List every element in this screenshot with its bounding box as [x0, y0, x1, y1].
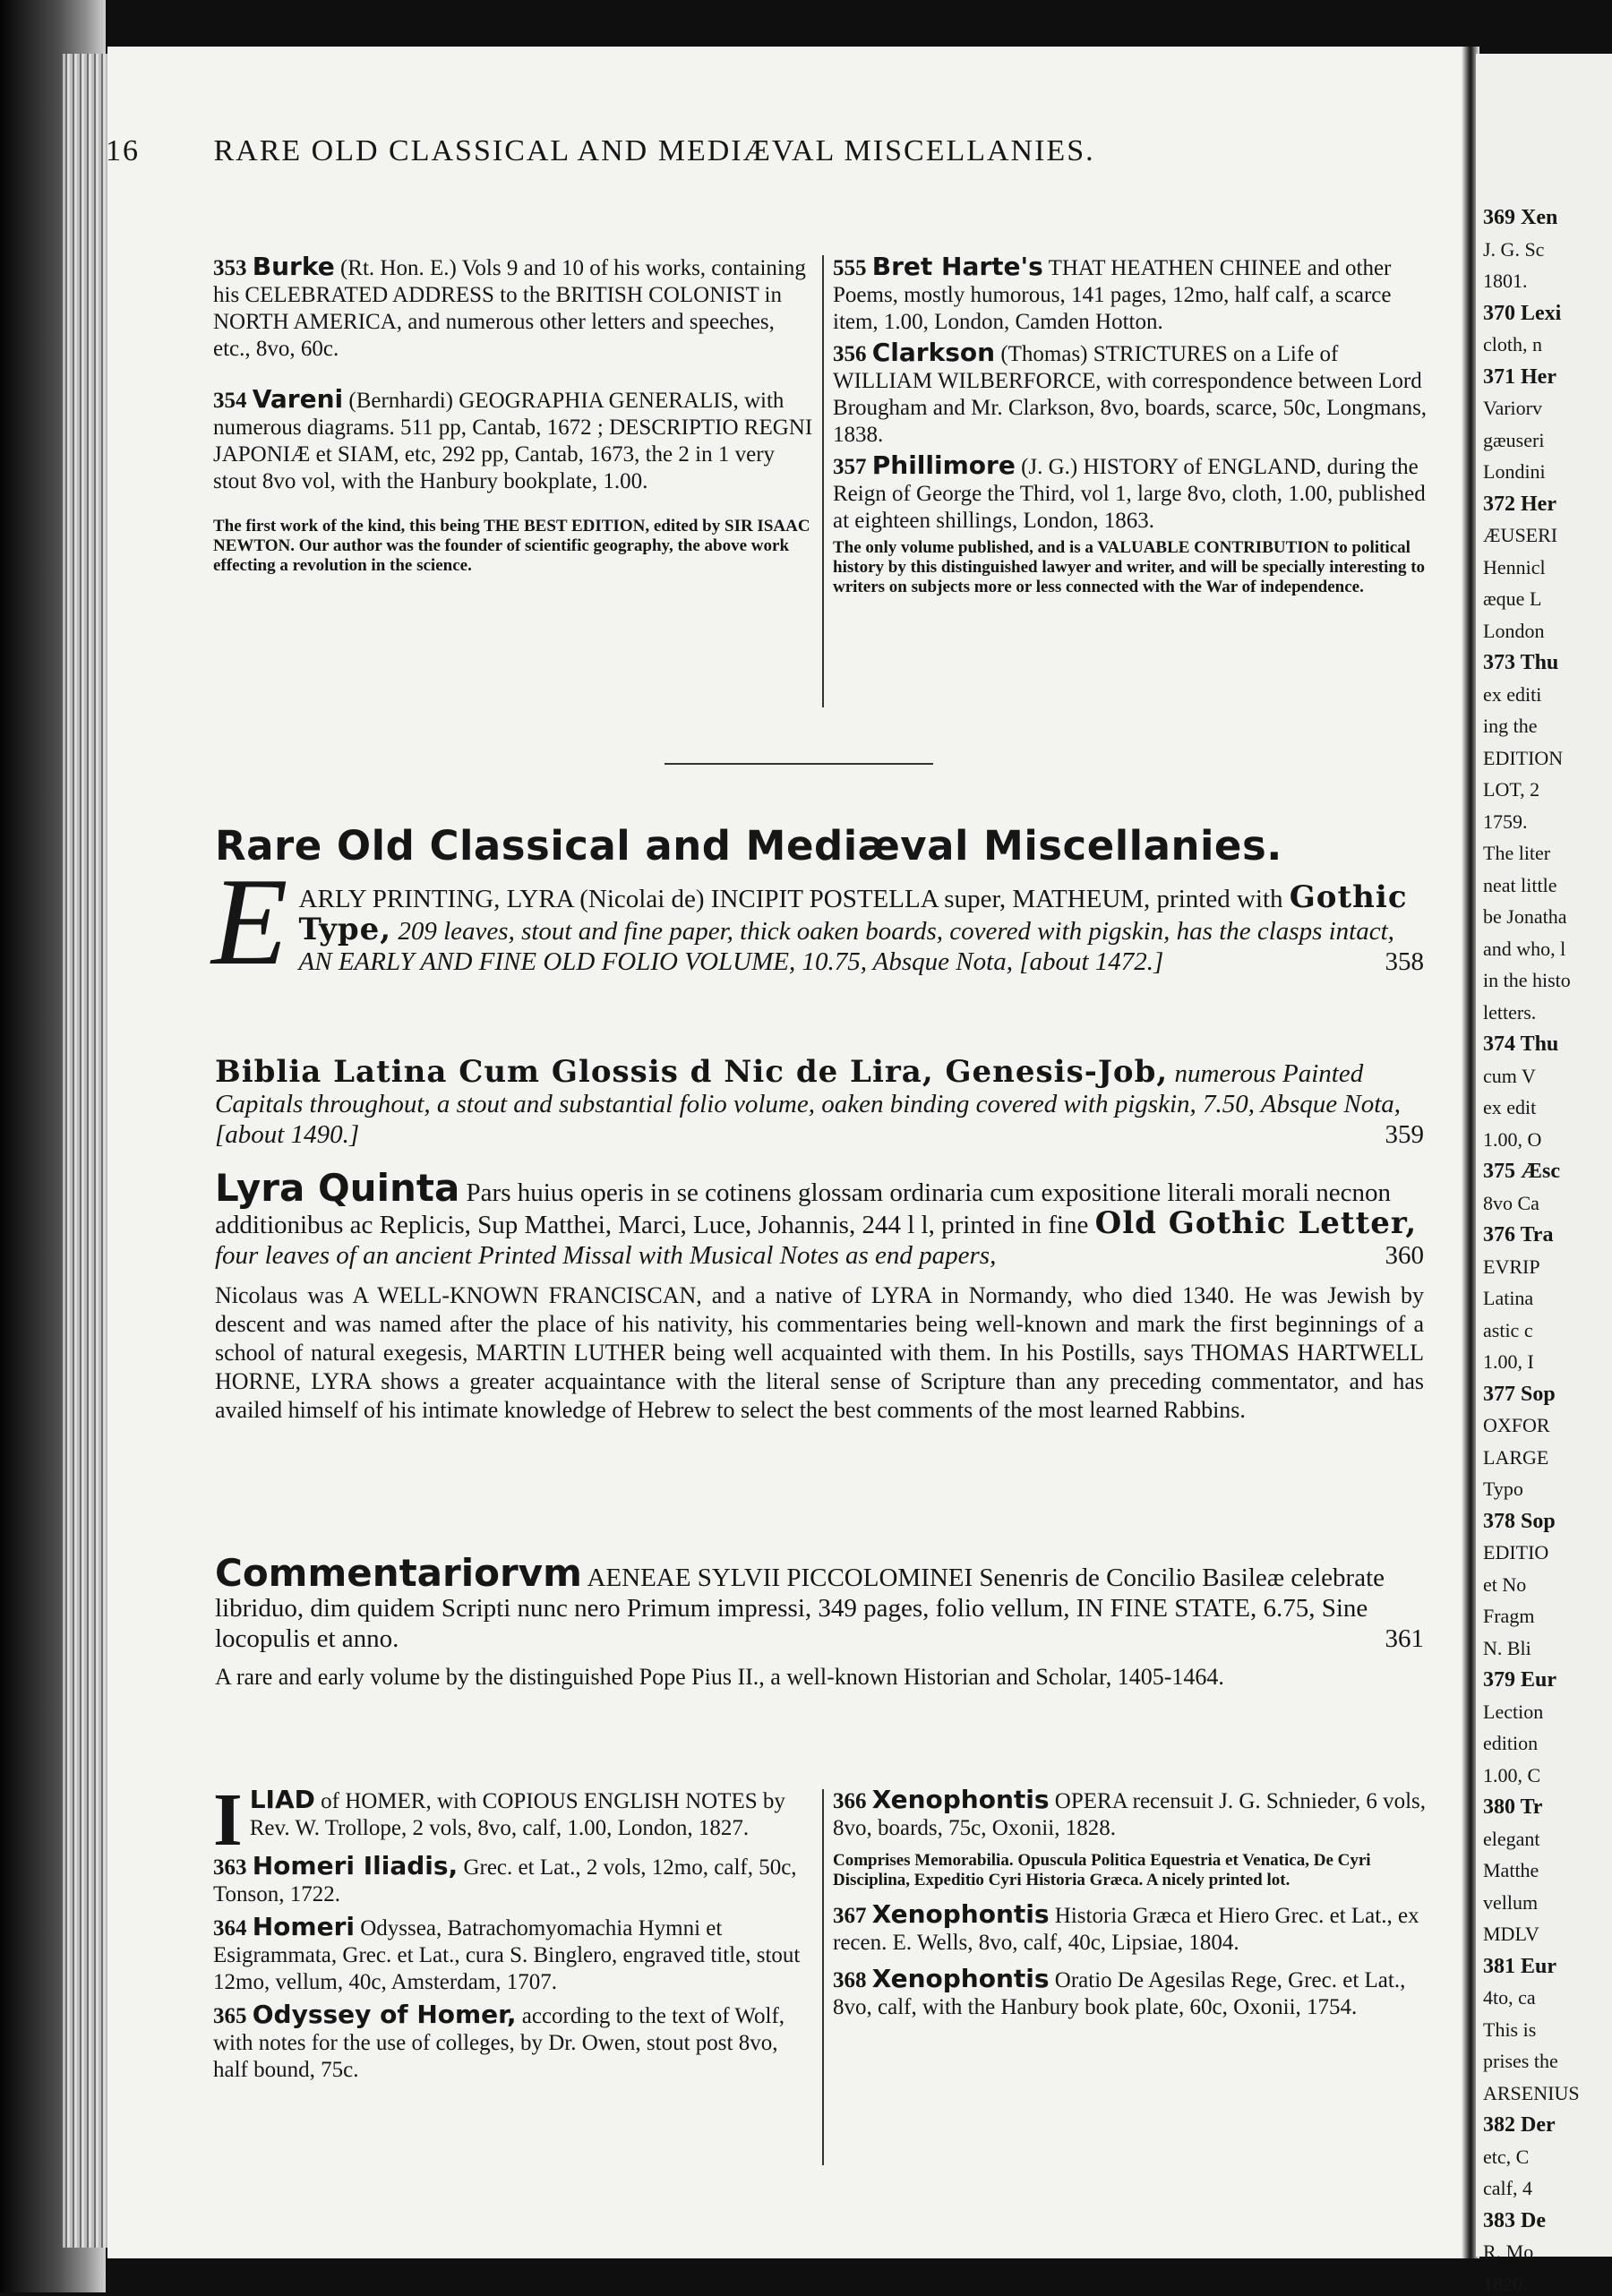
right-page-line: calf, 4	[1483, 2177, 1532, 2199]
right-page-line: This is	[1483, 2018, 1537, 2041]
right-page-line: 374 Thu	[1483, 1032, 1559, 1056]
item-ref-361: 361	[1385, 1624, 1424, 1653]
right-page-line: N. Bli	[1483, 1636, 1531, 1659]
right-page-line: MDLV	[1483, 1923, 1539, 1945]
item-ref-359: 359	[1385, 1120, 1424, 1149]
right-page-line: 1.00, C	[1483, 1763, 1541, 1786]
entry-357: 357 Phillimore (J. G.) HISTORY of ENGLAND, during the Reign of George the Third, vol 1, large 8vo, cloth, 1.00, published at eighteen shillings, London, 1863.	[833, 450, 1426, 533]
right-page-line: OXFOR	[1483, 1414, 1550, 1436]
entry-354: 354 Vareni (Bernhardi) GEOGRAPHIA GENERALIS, with numerous diagrams. 511 pp, Cantab, 1672 ; DESCRIPTIO REGNI JAPONIÆ et SIAM, etc, 292 pp, Cantab, 1673, the 2 in 1 very stout 8vo vol, with the Hanbury bookplate, 1.00.	[213, 384, 813, 493]
right-page-line: edition	[1483, 1732, 1539, 1754]
note-360: Nicolaus was A WELL-KNOWN FRANCISCAN, and a native of LYRA in Normandy, who died 1340. He was Jewish by descent and was named after the place of his nativity, his commentaries being well-known and mark the first beginnings of a school of natural exegesis, MARTIN LUTHER being well acquainted with them. In his Postills, says THOMAS HARTWELL HORNE, LYRA shows a greater acquaintance with the literal sense of Scripture than any preceding commentator, and has availed himself of his intimate knowledge of Hebrew to select the best comments of the most learned Rabbins.	[215, 1282, 1424, 1423]
right-page-line: R. Mo	[1483, 2240, 1534, 2263]
right-page-line: 1.00, I	[1483, 1350, 1534, 1373]
page-number: 16	[106, 134, 140, 167]
note-361: A rare and early volume by the distinguished Pope Pius II., a well-known Historian and Scholar, 1405-1464.	[215, 1664, 1224, 1690]
right-page-line: J. G. Sc	[1483, 237, 1545, 261]
right-page-line: Fragm	[1483, 1605, 1535, 1627]
right-page-line: EDITIO	[1483, 1541, 1549, 1564]
entry-364: 364 Homeri Odyssea, Batrachomyomachia Hymni et Esigrammata, Grec. et Lat., cura S. Binglero, engraved title, stout 12mo, vellum, 40c, Amsterdam, 1707.	[213, 1912, 801, 1994]
right-page-line: Latina	[1483, 1287, 1534, 1309]
right-page-fragment	[1476, 54, 1612, 2295]
item-360: Lyra Quinta Pars huius operis in se cotinens glossam ordinaria cum expositione literali morali necnon additionibus ac Replicis, Sup Matthei, Marci, Luce, Johannis, 244 l l, printed in fine Old Gothic Letter, four leaves of an ancient Printed Missal with Musical Notes as end papers, 360 Nicolaus was A WELL-KNOWN FRANCISCAN, and a native of LYRA in Normandy, who died 1340. He was Jewish by descent and was named after the place of his nativity, his commentaries being well-known and mark the first beginnings of a school of natural exegesis, MARTIN LUTHER being well acquainted with them. In his Postills, says THOMAS HARTWELL HORNE, LYRA shows a greater acquaintance with the literal sense of Scripture than any preceding commentator, and has availed himself of his intimate knowledge of Hebrew to select the best comments of the most learned Rabbins.	[215, 1166, 1424, 1423]
right-page-line: elegant	[1483, 1827, 1540, 1850]
right-page-line: Typo	[1483, 1478, 1523, 1500]
note-366: Comprises Memorabilia. Opuscula Politica Equestria et Venatica, De Cyri Disciplina, Expeditio Cyri Historia Græca. A nicely printed lot.	[833, 1851, 1371, 1889]
right-page-line: 1.00, O	[1483, 1127, 1542, 1151]
section-title: Rare Old Classical and Mediæval Miscellanies.	[215, 822, 1282, 870]
right-page-line: 381 Eur	[1483, 1954, 1557, 1978]
note-354: The first work of the kind, this being THE BEST EDITION, edited by SIR ISAAC NEWTON. Our author was the founder of scientific geography, the above work effecting a revolution in the science.	[213, 517, 810, 575]
right-page-line: ARSENIUS	[1483, 2081, 1580, 2104]
bottom-right-column	[833, 1786, 1428, 2021]
right-page-line: 1801.	[1483, 270, 1528, 292]
page-header	[106, 134, 1359, 168]
entry-356: 356 Clarkson (Thomas) STRICTURES on a Life of WILLIAM WILBERFORCE, with correspondence between Lord Brougham and Mr. Clarkson, 8vo, boards, scarce, 50c, Longmans, 1838.	[833, 338, 1428, 447]
right-page-line: 382 Der	[1483, 2113, 1556, 2137]
right-page-line: 370 Lexi	[1483, 301, 1562, 325]
item-358: E ARLY PRINTING, LYRA (Nicolai de) INCIPIT POSTELLA super, MATHEUM, printed with Gothic Type, 209 leaves, stout and fine paper, thick oaken boards, covered with pigskin, has the clasps intact, AN EARLY AND FINE OLD FOLIO VOLUME, 10.75, Absque Nota, [about 1472.] 358	[211, 852, 1424, 991]
right-page-line: and who, l	[1483, 937, 1566, 960]
right-page-line: The liter	[1483, 842, 1551, 864]
right-page-line: cum V	[1483, 1064, 1536, 1087]
right-page-line: ex edit	[1483, 1096, 1537, 1118]
right-page-line: æque L	[1483, 587, 1542, 610]
right-page-line: astic c	[1483, 1318, 1533, 1341]
right-page-line: 1820.	[1483, 2272, 1528, 2295]
item-ref-360: 360	[1385, 1241, 1424, 1270]
entry-363: 363 Homeri Iliadis, Grec. et Lat., 2 vols, 12mo, calf, 50c, Tonson, 1722.	[213, 1851, 797, 1906]
right-page-line: etc, C	[1483, 2145, 1530, 2168]
right-page-line: 379 Eur	[1483, 1668, 1557, 1692]
right-page-line: 375 Æsc	[1483, 1160, 1560, 1183]
column-divider	[822, 255, 824, 707]
right-page-line: 378 Sop	[1483, 1509, 1556, 1533]
right-page-line: ÆUSERI	[1483, 524, 1558, 546]
top-right-column	[833, 253, 1428, 597]
entry-355: 555 Bret Harte's THAT HEATHEN CHINEE and other Poems, mostly humorous, 141 pages, 12mo, half calf, a scarce item, 1.00, London, Camden Hotton.	[833, 252, 1392, 334]
right-page-line: 380 Tr	[1483, 1795, 1543, 1819]
running-title: RARE OLD CLASSICAL AND MEDIÆVAL MISCELLANIES.	[213, 134, 1095, 167]
right-page-line: 372 Her	[1483, 492, 1556, 516]
right-page-line: gæuseri	[1483, 428, 1545, 451]
right-page-line: 1759.	[1483, 810, 1528, 833]
right-page-line: 376 Tra	[1483, 1223, 1554, 1247]
item-361: Commentariorvm AENEAE SYLVII PICCOLOMINEI Senenris de Concilio Basileæ celebrate libriduo, dim quidem Scripti nunc nero Primum impressi, 349 pages, folio vellum, IN FINE STATE, 6.75, Sine locopulis et anno. 361 A rare and early volume by the distinguished Pope Pius II., a well-known Historian and Scholar, 1405-1464.	[215, 1551, 1424, 1690]
section-rule	[665, 763, 933, 765]
right-page-line: Lection	[1483, 1700, 1544, 1723]
entry-362: I LIAD of HOMER, with COPIOUS ENGLISH NOTES by Rev. W. Trollope, 2 vols, 8vo, calf, 1.00, London, 1827.	[213, 1778, 785, 1862]
right-page-line: be Jonatha	[1483, 905, 1567, 928]
drop-cap: E	[211, 852, 288, 991]
item-ref-358: 358	[1385, 947, 1424, 976]
right-page-line: London	[1483, 619, 1545, 642]
right-page-line: vellum	[1483, 1890, 1539, 1914]
entry-353: 353 Burke (Rt. Hon. E.) Vols 9 and 10 of his works, containing his CELEBRATED ADDRESS to the BRITISH COLONIST in NORTH AMERICA, and numerous other letters and speeches, etc., 8vo, 60c.	[213, 252, 806, 361]
right-page-line: Matthe	[1483, 1859, 1539, 1881]
right-page-line: neat little	[1483, 873, 1557, 896]
right-page-line: 373 Thu	[1483, 651, 1559, 674]
right-page-line: Variorv	[1483, 397, 1542, 419]
note-357: The only volume published, and is a VALUABLE CONTRIBUTION to political history by this distinguished lawyer and writer, and will be specially interesting to writers on subjects more or less connected with the War of independence.	[833, 538, 1426, 596]
right-page-line: in the histo	[1483, 969, 1571, 991]
right-page-line: Londini	[1483, 460, 1546, 483]
right-page-line: 383 De	[1483, 2208, 1546, 2232]
right-page-line: EDITION	[1483, 746, 1564, 769]
right-page-line: LARGE	[1483, 1445, 1549, 1469]
column-divider-2	[822, 1789, 824, 2165]
item-359: Biblia Latina Cum Glossis d Nic de Lira, Genesis-Job, numerous Painted Capitals throughout, a stout and substantial folio volume, oaken binding covered with pigskin, 7.50, Absque Nota, [about 1490.] 359	[215, 1054, 1424, 1149]
entry-366: 366 Xenophontis OPERA recensuit J. G. Schnieder, 6 vols, 8vo, boards, 75c, Oxonii, 1828.	[833, 1785, 1427, 1840]
right-page-line: et No	[1483, 1572, 1527, 1596]
right-page-line: letters.	[1483, 1000, 1537, 1024]
entry-368: 368 Xenophontis Oratio De Agesilas Rege, Grec. et Lat., 8vo, calf, with the Hanbury book plate, 60c, Oxonii, 1754.	[833, 1964, 1406, 2019]
right-page-line: 371 Her	[1483, 364, 1556, 389]
top-left-column	[213, 253, 813, 576]
right-page-line: 369 Xen	[1483, 206, 1558, 229]
right-page-line: 377 Sop	[1483, 1382, 1556, 1406]
right-page-line: cloth, n	[1483, 333, 1542, 356]
bottom-left-column	[213, 1778, 813, 2084]
right-page-line: EVRIP	[1483, 1255, 1540, 1278]
right-page-line: ing the	[1483, 715, 1538, 737]
right-page-line: 4to, ca	[1483, 1986, 1536, 2009]
entry-365: 365 Odyssey of Homer, according to the text of Wolf, with notes for the use of colleges, by Dr. Owen, stout post 8vo, half bound, 75c.	[213, 2000, 785, 2082]
entry-367: 367 Xenophontis Historia Græca et Hiero Grec. et Lat., ex recen. E. Wells, 8vo, calf, 40c, Lipsiae, 1804.	[833, 1899, 1419, 1955]
right-page-line: Hennicl	[1483, 555, 1546, 578]
right-page-line: prises the	[1483, 2050, 1558, 2072]
right-page-line: ex editi	[1483, 682, 1542, 706]
right-page-line: 8vo Ca	[1483, 1191, 1539, 1214]
right-page-line: LOT, 2	[1483, 778, 1540, 801]
